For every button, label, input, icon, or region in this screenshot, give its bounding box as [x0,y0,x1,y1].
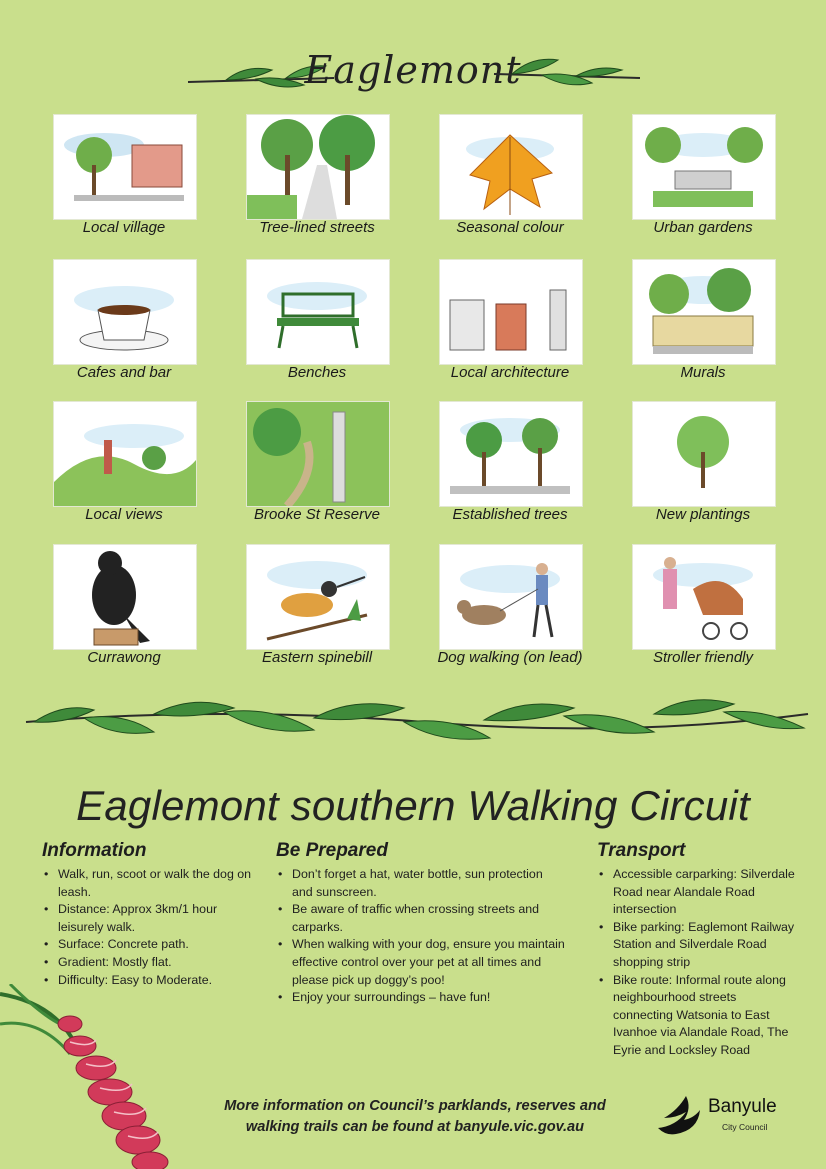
page-heading: Eaglemont [304,48,522,92]
tree-street-illustration [247,115,389,219]
be-prepared-list [276,866,566,1007]
feature-caption: Murals [680,364,726,381]
reserve-illustration [247,402,389,506]
list-item: • When walking with your dog, ensure you maintain effective control over your pet at all times and please pick up doggy’s poo! [288,936,566,989]
banyule-bird-icon [654,1088,704,1136]
banyule-logo [654,1088,794,1138]
list-item: • Accessible carparking: Silverdale Road near Alandale Road intersection [609,866,797,919]
feature-tile [632,401,776,507]
feature-caption: Local views [85,506,163,523]
transport-heading: Transport [597,840,686,861]
list-item: • Gradient: Mostly flat. [54,954,252,972]
feature-caption: Benches [287,364,347,381]
footer-line-1: More information on Council’s parklands, reserves and [224,1098,606,1114]
feature-tile [246,544,390,650]
feature-caption: Established trees [452,506,568,523]
mural-illustration [633,260,775,364]
feature-caption: Local architecture [450,364,570,381]
leaf-garland-icon [24,692,810,756]
footer-line-2: walking trails can be found at banyule.vic.gov.au [245,1119,585,1135]
feature-caption: Dog walking (on lead) [437,649,583,666]
feature-tile [246,401,390,507]
feature-tile [439,544,583,650]
currawong-illustration [54,545,196,649]
autumn-leaf-illustration [440,115,582,219]
feature-tile [53,259,197,365]
feature-caption: Eastern spinebill [261,649,373,666]
be-prepared-heading: Be Prepared [276,840,388,861]
be-prepared-section [276,840,566,1007]
feature-tile [246,259,390,365]
feature-tile [632,259,776,365]
feature-tile [53,114,197,220]
list-item: • Walk, run, scoot or walk the dog on leash. [54,866,252,901]
feature-tile [53,401,197,507]
list-item: • Distance: Approx 3km/1 hour leisurely walk. [54,901,252,936]
feature-tile [439,114,583,220]
logo-subtitle: City Council [722,1122,768,1132]
feature-caption: Local village [82,219,166,236]
stroller-illustration [633,545,775,649]
information-heading: Information [42,840,147,861]
feature-tile [632,544,776,650]
list-item: • Bike parking: Eaglemont Railway Station and Silverdale Road shopping strip [609,919,797,972]
main-title: Eaglemont southern Walking Circuit [76,782,750,829]
garden-bench-illustration [633,115,775,219]
transport-section [597,840,797,1060]
feature-caption: Urban gardens [653,219,753,236]
feature-tile [632,114,776,220]
footer-note [180,1096,650,1138]
list-item: • Surface: Concrete path. [54,936,252,954]
feature-caption: Seasonal colour [456,219,564,236]
list-item: • Don’t forget a hat, water bottle, sun protection and sunscreen. [288,866,566,901]
feature-caption: Currawong [87,649,161,666]
list-item: • Difficulty: Easy to Moderate. [54,972,252,990]
list-item: • Enjoy your surroundings – have fun! [288,989,566,1007]
list-item: • Be aware of traffic when crossing streets and carparks. [288,901,566,936]
logo-name: Banyule [708,1096,777,1117]
feature-caption: Stroller friendly [652,649,754,666]
village-illustration [54,115,196,219]
feature-caption: New plantings [655,506,751,523]
bench-illustration [247,260,389,364]
feature-tile [439,401,583,507]
grevillea-flower-icon [0,984,190,1169]
feature-caption: Cafes and bar [76,364,172,381]
transport-list [597,866,797,1060]
hills-view-illustration [54,402,196,506]
palm-trees-illustration [440,402,582,506]
young-tree-illustration [633,402,775,506]
information-section [42,840,252,989]
chimneys-illustration [440,260,582,364]
spinebill-illustration [247,545,389,649]
coffee-cup-illustration [54,260,196,364]
feature-caption: Tree-lined streets [259,219,375,236]
feature-tile [53,544,197,650]
feature-tile [246,114,390,220]
feature-tile [439,259,583,365]
information-list [42,866,252,989]
dog-walker-illustration [440,545,582,649]
feature-caption: Brooke St Reserve [254,506,380,523]
list-item: • Bike route: Informal route along neighbourhood streets connecting Watsonia to East Ivanhoe via Alandale Road, The Eyrie and Locksley Road [609,972,797,1060]
